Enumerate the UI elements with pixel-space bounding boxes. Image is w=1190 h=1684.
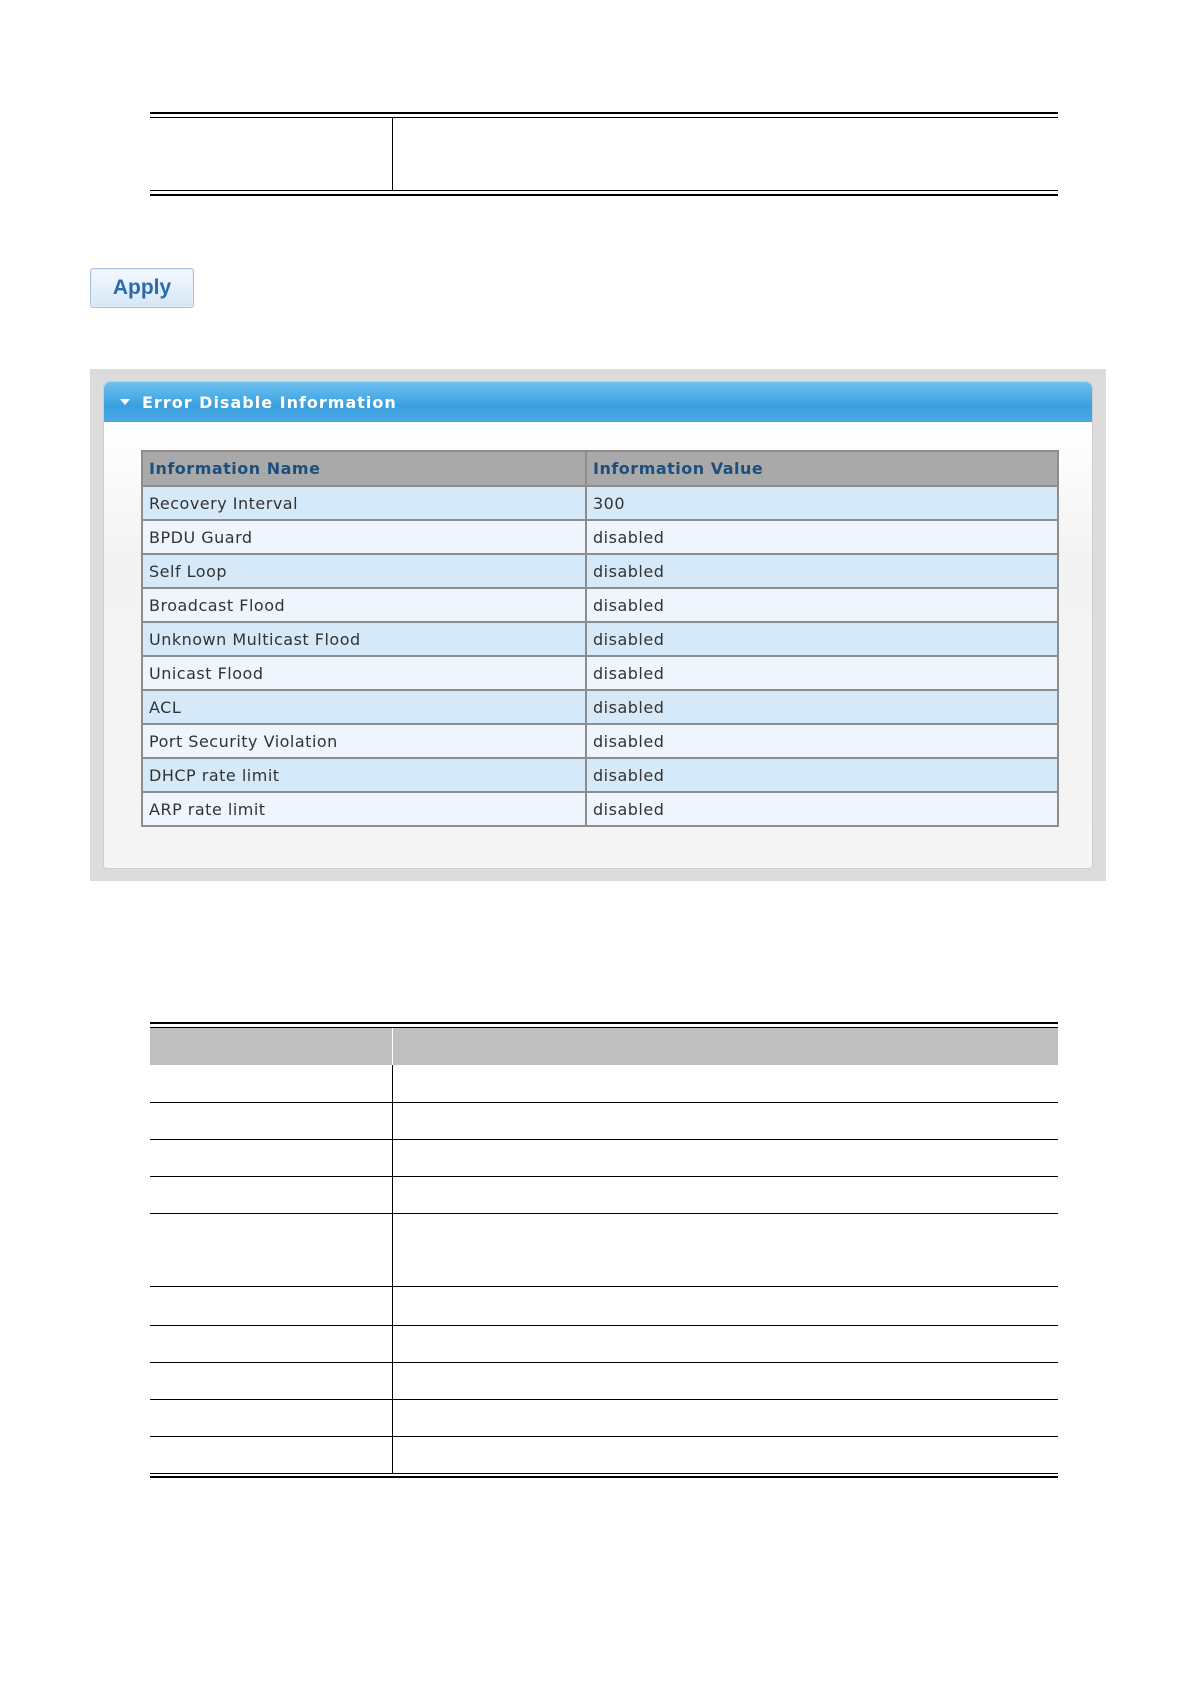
doc-table-row [150, 1213, 1058, 1286]
table-row [142, 792, 1058, 826]
error-disable-panel [90, 369, 1106, 881]
table-row [142, 758, 1058, 792]
info-name: Unknown Multicast Flood [142, 622, 586, 656]
info-name: Port Security Violation [142, 724, 586, 758]
column-header-name: Information Name [142, 451, 586, 486]
info-value: disabled [586, 690, 1058, 724]
info-name: DHCP rate limit [142, 758, 586, 792]
panel-header[interactable] [104, 382, 1092, 422]
info-name: Recovery Interval [142, 486, 586, 520]
info-name: BPDU Guard [142, 520, 586, 554]
doc-table-row [150, 1176, 1058, 1213]
table-row [142, 588, 1058, 622]
doc-table-top [150, 112, 1058, 196]
info-name: Unicast Flood [142, 656, 586, 690]
column-header-value: Information Value [586, 451, 1058, 486]
info-name: Broadcast Flood [142, 588, 586, 622]
info-value: disabled [586, 554, 1058, 588]
info-name: ACL [142, 690, 586, 724]
doc-table-row [150, 1286, 1058, 1325]
doc-table-row [150, 1065, 1058, 1102]
info-value: disabled [586, 724, 1058, 758]
table-rule [150, 117, 1058, 118]
info-name: ARP rate limit [142, 792, 586, 826]
table-row [142, 690, 1058, 724]
info-value: 300 [586, 486, 1058, 520]
doc-table-row [150, 1399, 1058, 1436]
info-name: Self Loop [142, 554, 586, 588]
doc-table-row [150, 1325, 1058, 1362]
table-row [142, 724, 1058, 758]
column-divider [392, 118, 393, 190]
doc-table-header [150, 1028, 1058, 1065]
doc-table-row [150, 1139, 1058, 1176]
table-rule [150, 1476, 1058, 1478]
table-row [142, 554, 1058, 588]
info-value: disabled [586, 758, 1058, 792]
table-rule [150, 112, 1058, 114]
table-rule [150, 194, 1058, 196]
info-value: disabled [586, 588, 1058, 622]
doc-table-row [150, 1362, 1058, 1399]
info-value: disabled [586, 656, 1058, 690]
table-row [142, 622, 1058, 656]
doc-table-row [150, 1436, 1058, 1473]
doc-table-bottom [150, 1022, 1058, 1478]
panel-frame [103, 381, 1093, 869]
collapse-triangle-icon[interactable] [120, 399, 130, 405]
table-row [142, 520, 1058, 554]
panel-body [104, 422, 1092, 869]
table-row [142, 486, 1058, 520]
table-rule [150, 190, 1058, 191]
table-header-row [142, 451, 1058, 486]
doc-table-row [150, 1102, 1058, 1139]
apply-button[interactable]: Apply [90, 268, 194, 308]
info-value: disabled [586, 792, 1058, 826]
panel-title: Error Disable Information [142, 392, 397, 412]
table-row [142, 656, 1058, 690]
info-value: disabled [586, 520, 1058, 554]
info-value: disabled [586, 622, 1058, 656]
info-table [141, 450, 1059, 827]
